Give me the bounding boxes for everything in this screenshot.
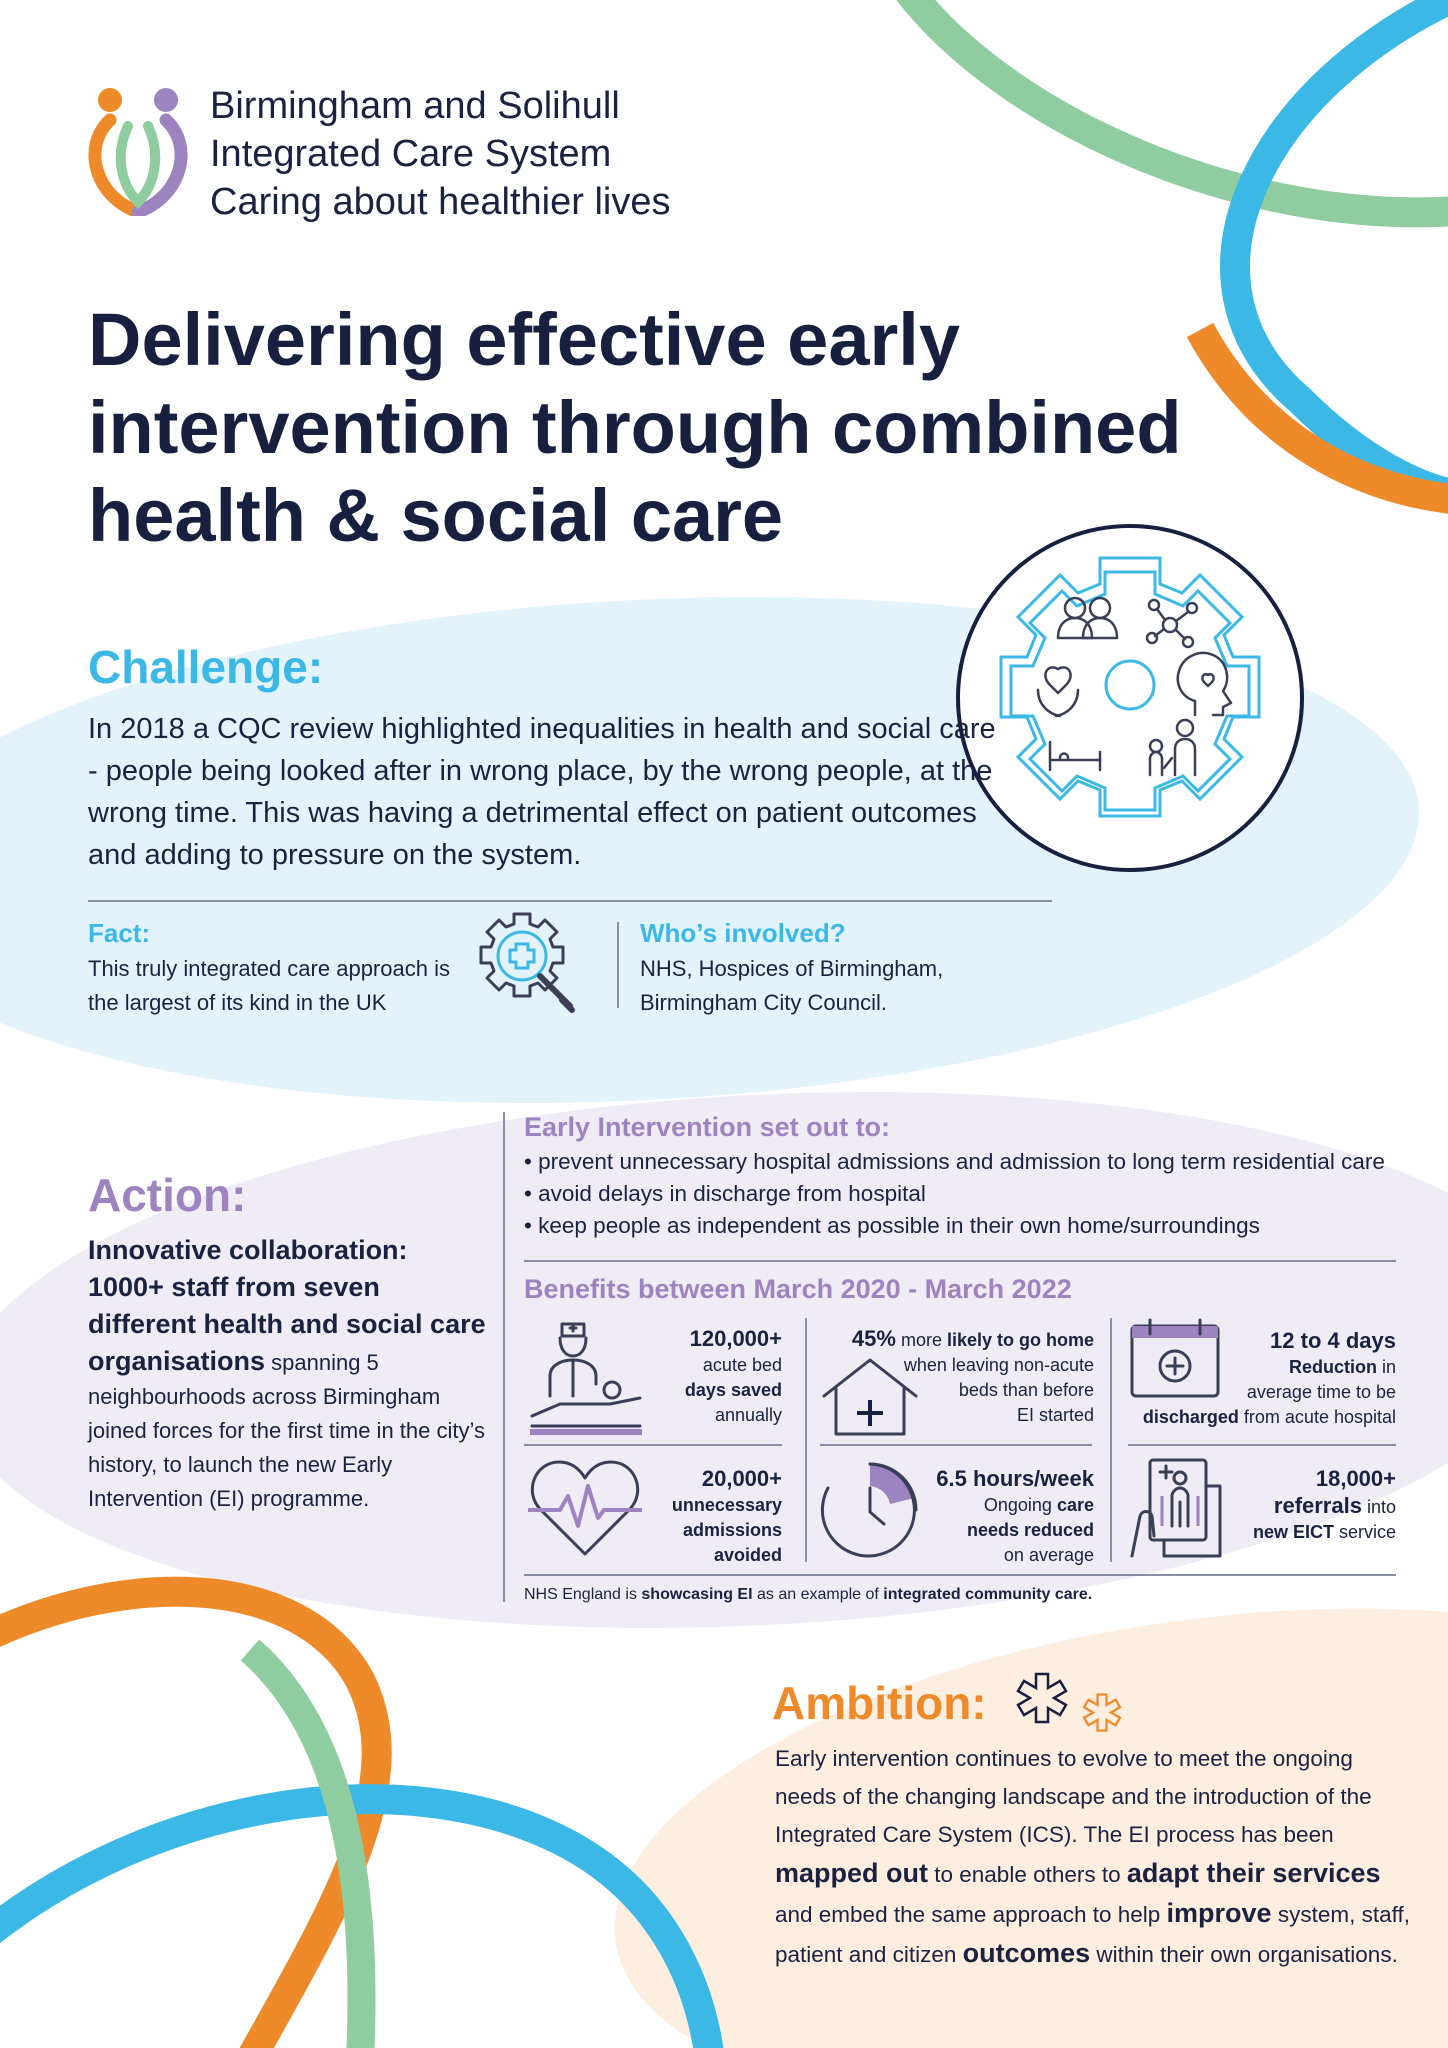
ambition-emphasis: mapped out: [775, 1858, 928, 1888]
stat-care-hours: [918, 1466, 1094, 1568]
stat-value: 6.5 hours/week: [936, 1466, 1094, 1491]
stat-label: into: [1361, 1497, 1396, 1517]
gear-search-icon: [470, 908, 582, 1020]
stat-bed-days: [640, 1326, 782, 1428]
stat-label: from acute hospital: [1238, 1407, 1396, 1427]
stat-label: avoided: [713, 1545, 782, 1565]
title-line-2: intervention through combined: [88, 386, 1182, 469]
who-heading: Who’s involved?: [640, 918, 846, 948]
footnote-text: NHS England is: [524, 1586, 642, 1603]
ambition-body: Early intervention continues to evolve to meet the ongoing needs of the changing landscape and the introduction of the Integrated Care System (ICS). The EI process has been: [775, 1746, 1372, 1847]
title-line-1: Delivering effective early: [88, 298, 960, 381]
ambition-body: to enable others to: [928, 1862, 1127, 1887]
stat-admissions: [640, 1466, 782, 1568]
divider: [88, 900, 1052, 902]
stat-label: likely to go home: [946, 1330, 1094, 1350]
fact-text: This truly integrated care approach is the largest of its kind in the UK: [88, 956, 450, 1015]
action-text: [88, 1232, 488, 1516]
stat-discharge-days: [1124, 1328, 1396, 1430]
heart-pulse-icon: [526, 1456, 644, 1560]
stat-label: beds than before: [958, 1380, 1094, 1400]
ambition-emphasis: improve: [1166, 1898, 1272, 1928]
ei-list: [524, 1146, 1404, 1242]
challenge-heading: Challenge:: [88, 641, 324, 693]
logo-line-2: Integrated Care System: [210, 133, 612, 175]
ambition-heading: Ambition:: [772, 1677, 987, 1729]
title-line-3: health & social care: [88, 474, 784, 557]
divider: [524, 1574, 1396, 1576]
logo-people-icon: [88, 86, 188, 216]
ambition-text: [775, 1740, 1415, 1974]
list-item: • keep people as independent as possible in their own home/surroundings: [524, 1210, 1404, 1242]
ei-heading: Early Intervention set out to:: [524, 1112, 891, 1142]
stat-label: in: [1376, 1357, 1396, 1377]
benefits-heading: Benefits between March 2020 - March 2022: [524, 1274, 1072, 1304]
stat-value: 20,000+: [701, 1466, 782, 1491]
divider-vertical: [1110, 1318, 1112, 1562]
stat-label: discharged: [1142, 1407, 1239, 1427]
stat-label: acute bed: [702, 1355, 782, 1375]
challenge-text: In 2018 a CQC review highlighted inequalities in health and social care - people being looked after in wrong place, by the wrong people, at the wrong time. This was having a detrimental effect on patient outcomes and adding to pressure on the system.: [88, 713, 996, 871]
stat-label: needs reduced: [966, 1520, 1094, 1540]
snowflake-icon: [1012, 1670, 1132, 1740]
footnote-text: as an example of: [752, 1586, 884, 1603]
ambition-body: system, staff, patient and citizen: [775, 1902, 1410, 1967]
action-heading: Action:: [88, 1169, 247, 1221]
divider-vertical: [805, 1318, 807, 1562]
stat-label: service: [1333, 1522, 1396, 1542]
stat-label: more: [895, 1330, 947, 1350]
stat-label: when leaving non-acute: [903, 1355, 1094, 1375]
divider: [524, 1260, 1396, 1262]
list-item: • avoid delays in discharge from hospital: [524, 1178, 1404, 1210]
action-bold: Innovative collaboration: 1000+ staff from seven different health and social care organisations: [88, 1235, 486, 1376]
stat-label: Reduction: [1288, 1357, 1377, 1377]
action-body: spanning 5 neighbourhoods across Birmingham joined forces for the first time in the city’s history, to launch the new Early Intervention (EI) programme.: [88, 1350, 485, 1511]
stat-label: EI started: [1016, 1405, 1094, 1425]
stat-label: new EICT: [1252, 1522, 1334, 1542]
logo-tagline: Caring about healthier lives: [210, 181, 671, 223]
stat-label: admissions: [682, 1520, 782, 1540]
footnote-text: showcasing EI: [641, 1586, 753, 1603]
stat-label: on average: [1003, 1545, 1094, 1565]
logo-text: [210, 82, 671, 226]
divider: [524, 1444, 782, 1446]
stat-value: 12 to 4 days: [1270, 1328, 1396, 1353]
divider-vertical: [617, 922, 619, 1008]
stat-label: annually: [714, 1405, 782, 1425]
stat-referrals: [1230, 1466, 1396, 1545]
stat-label: care: [1056, 1495, 1094, 1515]
fact-heading: Fact:: [88, 918, 151, 948]
footnote-text: integrated community care.: [883, 1586, 1093, 1603]
stat-label: unnecessary: [671, 1495, 782, 1515]
doctor-patient-icon: [526, 1316, 646, 1438]
ambition-body: within their own organisations.: [1090, 1942, 1398, 1967]
divider: [1128, 1444, 1396, 1446]
list-item: • prevent unnecessary hospital admissions and admission to long term residential care: [524, 1146, 1404, 1178]
stat-label: Ongoing: [983, 1495, 1057, 1515]
who-text: NHS, Hospices of Birmingham, Birmingham City Council.: [640, 956, 944, 1015]
ambition-body: and embed the same approach to help: [775, 1902, 1167, 1927]
stat-label: average time to be: [1246, 1382, 1396, 1402]
stat-value: 45%: [851, 1326, 896, 1351]
stat-value: 120,000+: [689, 1326, 782, 1351]
ambition-emphasis: adapt their services: [1126, 1858, 1381, 1888]
logo-line-1: Birmingham and Solihull: [210, 85, 620, 127]
stat-label: referrals: [1273, 1493, 1362, 1518]
divider: [820, 1444, 1092, 1446]
stat-label: days saved: [684, 1380, 782, 1400]
footnote: [524, 1586, 1092, 1604]
stat-value: 18,000+: [1315, 1466, 1396, 1491]
clipboard-person-icon: [1128, 1456, 1232, 1562]
clock-icon: [818, 1458, 922, 1562]
divider-vertical: [503, 1112, 505, 1602]
stat-go-home: [820, 1326, 1094, 1428]
ambition-emphasis: outcomes: [962, 1938, 1091, 1968]
